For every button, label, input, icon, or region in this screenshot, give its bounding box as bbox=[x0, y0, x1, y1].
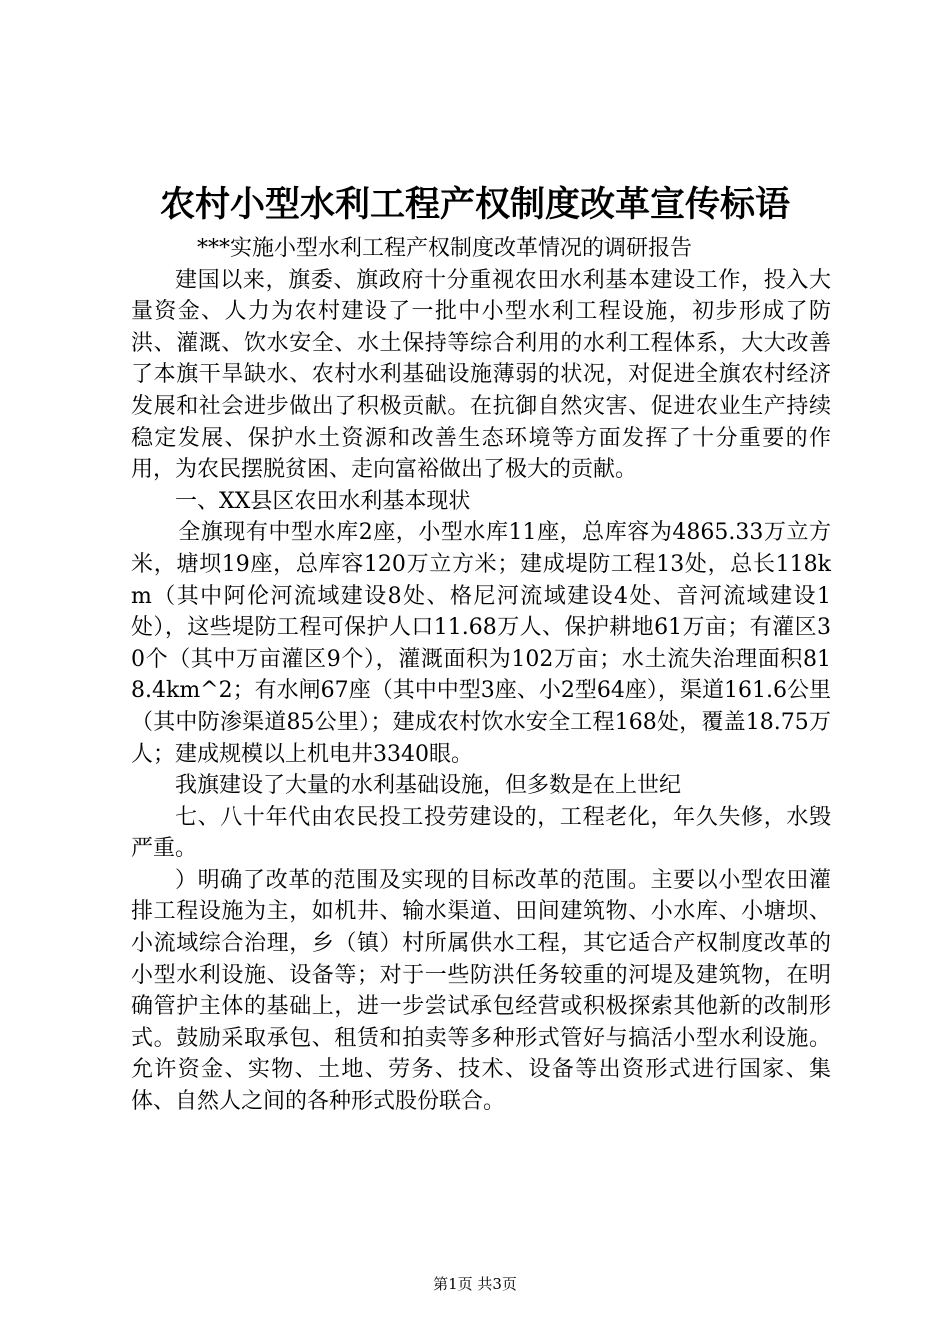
page-footer: 第1页 共3页 bbox=[433, 1275, 517, 1293]
paragraph-status: 全旗现有中型水库2座，小型水库11座，总库容为4865.33万立方米，塘坝19座，总库容120万立方米；建成堤防工程13处，总长118km（其中阿伦河流域建设8处、格尼河流域建设4处、音河流域建设1处），这些堤防工程可保护人口11.68万人、保护耕地61万亩；有灌区30个（其中万亩灌区9个），灌溉面积为102万亩；水土流失治理面积818.4km^2；有水闸67座（其中中型3座、小2型64座），渠道161.6公里（其中防渗渠道85公里）；建成农村饮水安全工程168处，覆盖18.75万人；建成规模以上机电井3340眼。 bbox=[131, 520, 831, 767]
section-heading: 一、XX县区农田水利基本现状 bbox=[175, 488, 471, 514]
paragraph-intro: 建国以来，旗委、旗政府十分重视农田水利基本建设工作，投入大量资金、人力为农村建设了一批中小型水利工程设施，初步形成了防洪、灌溉、饮水安全、水土保持等综合利用的水利工程体系，大大改善了本旗干旱缺水、农村水利基础设施薄弱的状况，对促进全旗农村经济发展和社会进步做出了积极贡献。在抗御自然灾害、促进农业生产持续稳定发展、保护水土资源和改善生态环境等方面发挥了十分重要的作用，为农民摆脱贫困、走向富裕做出了极大的贡献。 bbox=[131, 267, 831, 483]
document-title: 农村小型水利工程产权制度改革宣传标语 bbox=[159, 184, 790, 225]
paragraph-reform-scope: ）明确了改革的范围及实现的目标改革的范围。主要以小型农田灌排工程设施为主，如机井、输水渠道、田间建筑物、小水库、小塘坝、小流域综合治理，乡（镇）村所属供水工程，其它适合产权制度改革的小型水利设施、设备等；对于一些防洪任务较重的河堤及建筑物，在明确管护主体的基础上，进一步尝试承包经营或积极探索其他新的改制形式。鼓励采取承包、租赁和拍卖等多种形式管好与搞活小型水利设施。允许资金、实物、土地、劳务、技术、设备等出资形式进行国家、集体、自然人之间的各种形式股份联合。 bbox=[131, 867, 831, 1115]
paragraph-aging: 七、八十年代由农民投工投劳建设的，工程老化，年久失修，水毁严重。 bbox=[131, 804, 831, 862]
document-body bbox=[131, 233, 831, 1118]
report-subtitle: ***实施小型水利工程产权制度改革情况的调研报告 bbox=[197, 236, 693, 261]
paragraph-infrastructure: 我旗建设了大量的水利基础设施，但多数是在上世纪 bbox=[175, 773, 682, 799]
